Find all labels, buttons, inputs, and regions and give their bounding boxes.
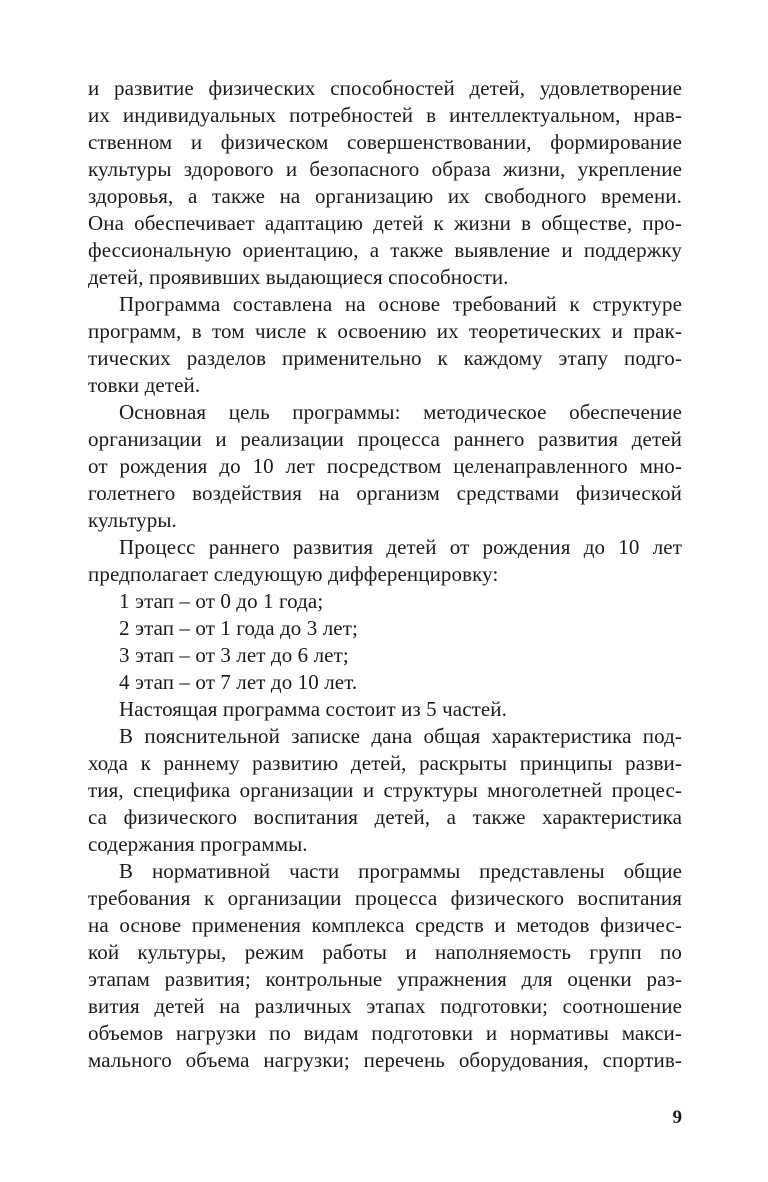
text-line: этапам развития; контрольные упражнения для оценки раз-: [88, 967, 682, 991]
paragraph: [88, 723, 682, 858]
paragraph: [88, 615, 682, 642]
text-line: на основе применения комплекса средств и методов физичес-: [88, 913, 682, 937]
text-line: их индивидуальных потребностей в интеллектуальном, нрав-: [88, 103, 682, 127]
paragraph: [88, 75, 682, 291]
page-number: 9: [672, 1107, 682, 1128]
text-line: Она обеспечивает адаптацию детей к жизни в обществе, про-: [88, 211, 682, 235]
paragraph: [88, 534, 682, 588]
text-line: объемов нагрузки по видам подготовки и нормативы макси-: [88, 1021, 682, 1045]
text-line: требования к организации процесса физического воспитания: [88, 886, 682, 910]
text-line: тических разделов применительно к каждому этапу подго-: [88, 346, 682, 370]
paragraph: [88, 399, 682, 534]
text-line: 1 этап – от 0 до 1 года;: [119, 589, 324, 613]
text-line: хода к раннему развитию детей, раскрыты принципы разви-: [88, 751, 682, 775]
page-body-text: [88, 75, 682, 1074]
text-line: культуры здорового и безопасного образа жизни, укрепление: [88, 157, 682, 181]
text-line: мального объема нагрузки; перечень оборудования, спортив-: [88, 1048, 682, 1072]
text-line: голетнего воздействия на организм средствами физической: [88, 481, 682, 505]
text-line: Основная цель программы: методическое обеспечение: [119, 400, 682, 424]
text-line: 4 этап – от 7 лет до 10 лет.: [119, 670, 358, 694]
text-line: кой культуры, режим работы и наполняемость групп по: [88, 940, 682, 964]
text-line: В нормативной части программы представлены общие: [119, 859, 682, 883]
text-line: 2 этап – от 1 года до 3 лет;: [119, 616, 358, 640]
text-line: детей, проявивших выдающиеся способности.: [88, 265, 509, 289]
paragraph: [88, 642, 682, 669]
text-line: са физического воспитания детей, а также характеристика: [88, 805, 682, 829]
text-line: ственном и физическом совершенствовании, формирование: [88, 130, 682, 154]
paragraph: [88, 588, 682, 615]
text-line: Программа составлена на основе требований к структуре: [119, 292, 682, 316]
paragraph: [88, 858, 682, 1074]
text-line: здоровья, а также на организацию их свободного времени.: [88, 184, 682, 208]
text-line: тия, специфика организации и структуры многолетней процес-: [88, 778, 682, 802]
text-line: организации и реализации процесса раннего развития детей: [88, 427, 682, 451]
paragraph: [88, 669, 682, 696]
text-line: Настоящая программа состоит из 5 частей.: [119, 697, 507, 721]
text-line: вития детей на различных этапах подготовки; соотношение: [88, 994, 682, 1018]
text-line: Процесс раннего развития детей от рождения до 10 лет: [119, 535, 682, 559]
text-line: 3 этап – от 3 лет до 6 лет;: [119, 643, 349, 667]
text-line: предполагает следующую дифференцировку:: [88, 562, 499, 586]
text-line: культуры.: [88, 508, 177, 532]
text-line: содержания программы.: [88, 832, 308, 856]
text-line: товки детей.: [88, 373, 201, 397]
paragraph: [88, 291, 682, 399]
text-line: от рождения до 10 лет посредством целенаправленного мно-: [88, 454, 682, 478]
text-line: В пояснительной записке дана общая характеристика под-: [119, 724, 682, 748]
text-line: программ, в том числе к освоению их теоретических и прак-: [88, 319, 682, 343]
text-line: фессиональную ориентацию, а также выявление и поддержку: [88, 238, 682, 262]
text-line: и развитие физических способностей детей, удовлетворение: [88, 76, 682, 100]
paragraph: [88, 696, 682, 723]
